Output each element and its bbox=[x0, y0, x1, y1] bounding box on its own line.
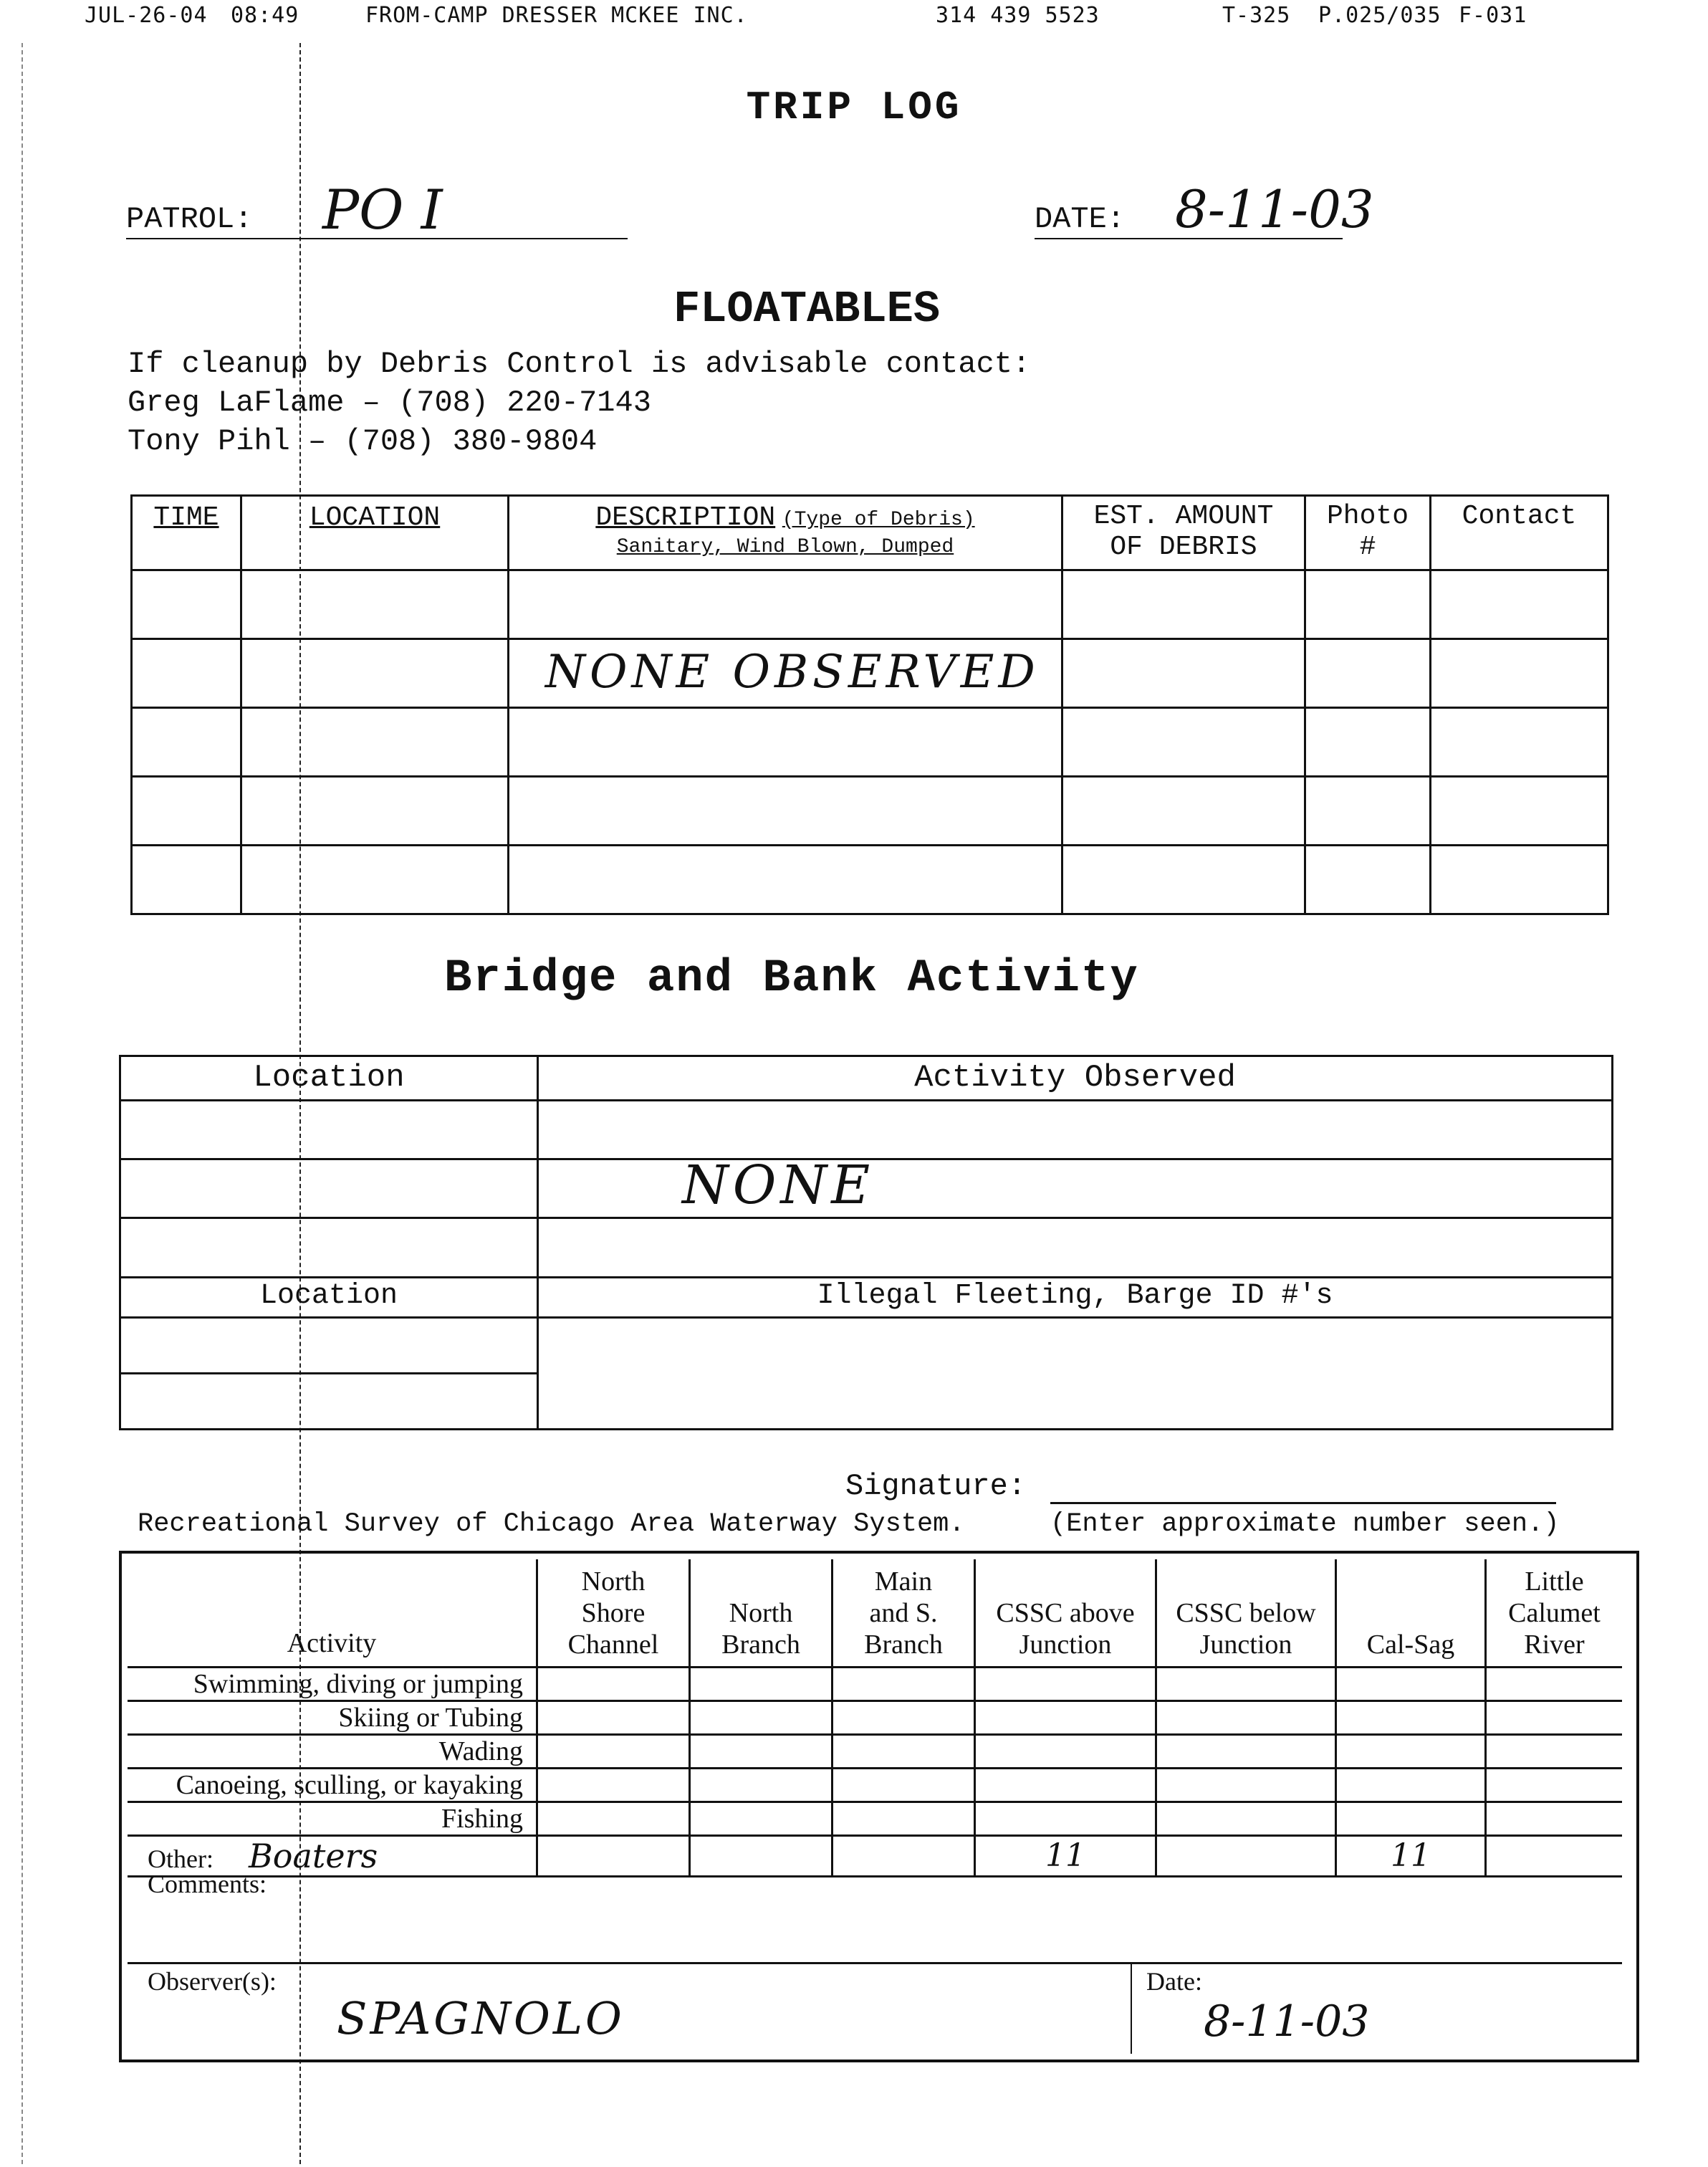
other-count-little-calumet bbox=[1486, 1835, 1623, 1876]
contact-tony: Tony Pihl – (708) 380-9804 bbox=[128, 424, 598, 459]
survey-table bbox=[128, 1559, 1622, 1877]
survey-col-cssc-below: CSSC below Junction bbox=[1156, 1559, 1336, 1667]
survey-col-little-calumet: Little Calumet River bbox=[1486, 1559, 1623, 1667]
fax-phone: 314 439 5523 bbox=[936, 3, 1100, 28]
other-count-north-shore bbox=[537, 1835, 690, 1876]
observers-label: Observer(s): bbox=[148, 1967, 277, 1996]
survey-col-north-branch: North Branch bbox=[690, 1559, 833, 1667]
page-title: TRIP LOG bbox=[746, 85, 962, 130]
bridge-heading: Bridge and Bank Activity bbox=[444, 953, 1139, 1005]
comments-divider bbox=[128, 1962, 1622, 1964]
other-count-main-branch bbox=[833, 1835, 975, 1876]
activity-swimming: Swimming, diving or jumping bbox=[128, 1667, 537, 1700]
contact-intro: If cleanup by Debris Control is advisable contact: bbox=[128, 347, 1031, 381]
survey-col-north-shore: North Shore Channel bbox=[537, 1559, 690, 1667]
activity-canoeing: Canoeing, sculling, or kayaking bbox=[128, 1768, 537, 1802]
col-amount: EST. AMOUNT OF DEBRIS bbox=[1062, 496, 1305, 570]
scan-artifact-line-left bbox=[21, 43, 23, 2164]
bridge-col-activity: Activity Observed bbox=[538, 1056, 1613, 1101]
comments-label: Comments: bbox=[148, 1870, 267, 1898]
survey-col-cal-sag: Cal-Sag bbox=[1336, 1559, 1486, 1667]
fax-tid: T-325 bbox=[1222, 3, 1291, 28]
observer-value: SPAGNOLO bbox=[337, 1992, 625, 2044]
survey-date-value: 8-11-03 bbox=[1204, 1996, 1370, 2047]
fax-page: P.025/035 bbox=[1318, 3, 1441, 28]
patrol-value: PO I bbox=[322, 178, 443, 241]
other-value: Boaters bbox=[248, 1836, 378, 1875]
other-count-cssc-below bbox=[1156, 1835, 1336, 1876]
survey-activity-header: Activity bbox=[128, 1559, 537, 1667]
floatables-entry-cell bbox=[509, 639, 1062, 708]
date-value: 8-11-03 bbox=[1175, 179, 1374, 239]
bridge-col-location: Location bbox=[120, 1056, 538, 1101]
other-label: Other: bbox=[148, 1844, 214, 1873]
fax-from: FROM-CAMP DRESSER MCKEE INC. bbox=[365, 3, 748, 28]
col-location: LOCATION bbox=[241, 496, 509, 570]
col-description: DESCRIPTION (Type of Debris) Sanitary, Wind Blown, Dumped bbox=[509, 496, 1062, 570]
patrol-label: PATROL: bbox=[126, 202, 253, 236]
activity-skiing: Skiing or Tubing bbox=[128, 1700, 537, 1734]
other-count-cal-sag: 11 bbox=[1336, 1835, 1486, 1876]
date-label: DATE: bbox=[1035, 202, 1126, 236]
bridge-col-location2: Location bbox=[120, 1277, 538, 1317]
col-time: TIME bbox=[132, 496, 241, 570]
fax-fid: F-031 bbox=[1459, 3, 1527, 28]
signature-label: Signature: bbox=[845, 1469, 1027, 1503]
bridge-entry: NONE bbox=[682, 1154, 875, 1217]
floatables-entry: NONE OBSERVED bbox=[545, 646, 1040, 699]
floatables-table bbox=[130, 494, 1609, 915]
contact-greg: Greg LaFlame – (708) 220-7143 bbox=[128, 386, 651, 420]
bridge-table bbox=[119, 1055, 1613, 1430]
survey-title: Recreational Survey of Chicago Area Waterway System. bbox=[138, 1509, 965, 1539]
other-count-north-branch bbox=[690, 1835, 833, 1876]
other-count-cssc-above: 11 bbox=[975, 1835, 1156, 1876]
activity-wading: Wading bbox=[128, 1734, 537, 1768]
survey-note: (Enter approximate number seen.) bbox=[1050, 1509, 1560, 1539]
survey-col-main-branch: Main and S. Branch bbox=[833, 1559, 975, 1667]
col-contact: Contact bbox=[1431, 496, 1608, 570]
fax-date: JUL-26-04 bbox=[85, 3, 208, 28]
bridge-col-fleeting: Illegal Fleeting, Barge ID #'s bbox=[538, 1277, 1613, 1317]
observer-date-divider bbox=[1131, 1963, 1132, 2054]
survey-col-cssc-above: CSSC above Junction bbox=[975, 1559, 1156, 1667]
bridge-entry-cell bbox=[538, 1154, 1613, 1218]
signature-line bbox=[1050, 1502, 1556, 1504]
col-photo: Photo # bbox=[1305, 496, 1431, 570]
floatables-heading: FLOATABLES bbox=[673, 284, 941, 335]
activity-fishing: Fishing bbox=[128, 1802, 537, 1835]
fax-time: 08:49 bbox=[231, 3, 299, 28]
survey-date-label: Date: bbox=[1146, 1967, 1202, 1996]
